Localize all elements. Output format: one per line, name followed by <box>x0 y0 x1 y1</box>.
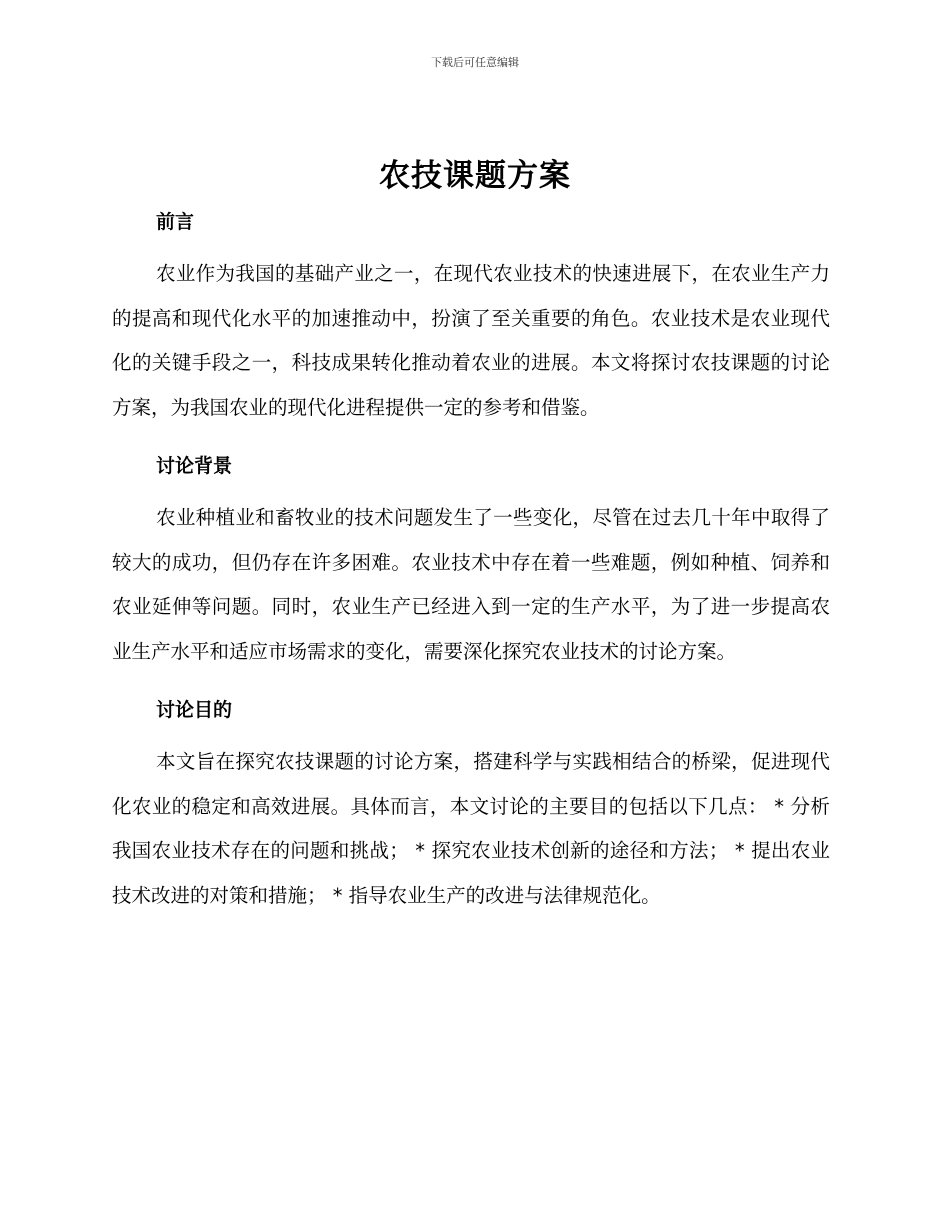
section-paragraph: 农业作为我国的基础产业之一，在现代农业技术的快速进展下，在农业生产力的提高和现代化水平的加速推动中，扮演了至关重要的角色。农业技术是农业现代化的关键手段之一，科技成果转化推动着农业的进展。本文将探讨农技课题的讨论方案，为我国农业的现代化进程提供一定的参考和借鉴。 <box>112 262 830 419</box>
document-title: 农技课题方案 <box>379 158 571 194</box>
section-background <box>112 444 830 674</box>
section-paragraph: 农业种植业和畜牧业的技术问题发生了一些变化，尽管在过去几十年中取得了较大的成功，但仍存在许多困难。农业技术中存在着一些难题，例如种植、饲养和农业延伸等问题。同时，农业生产已经进入到一定的生产水平，为了进一步提高农业生产水平和适应市场需求的变化，需要深化探究农业技术的讨论方案。 <box>112 506 830 663</box>
section-preface <box>112 200 830 430</box>
section-heading: 前言 <box>156 211 195 233</box>
section-purpose <box>112 688 830 918</box>
section-heading: 讨论背景 <box>156 455 233 477</box>
section-heading: 讨论目的 <box>156 699 233 721</box>
section-paragraph: 本文旨在探究农技课题的讨论方案，搭建科学与实践相结合的桥梁，促进现代化农业的稳定和高效进展。具体而言，本文讨论的主要目的包括以下几点： * 分析我国农业技术存在的问题和挑战； * 探究农业技术创新的途径和方法； * 提出农业技术改进的对策和措施； * 指导农业生产的改进与法律规范化。 <box>112 750 830 907</box>
document-body <box>112 200 830 918</box>
header-note: 下载后可任意编辑 <box>431 56 519 69</box>
